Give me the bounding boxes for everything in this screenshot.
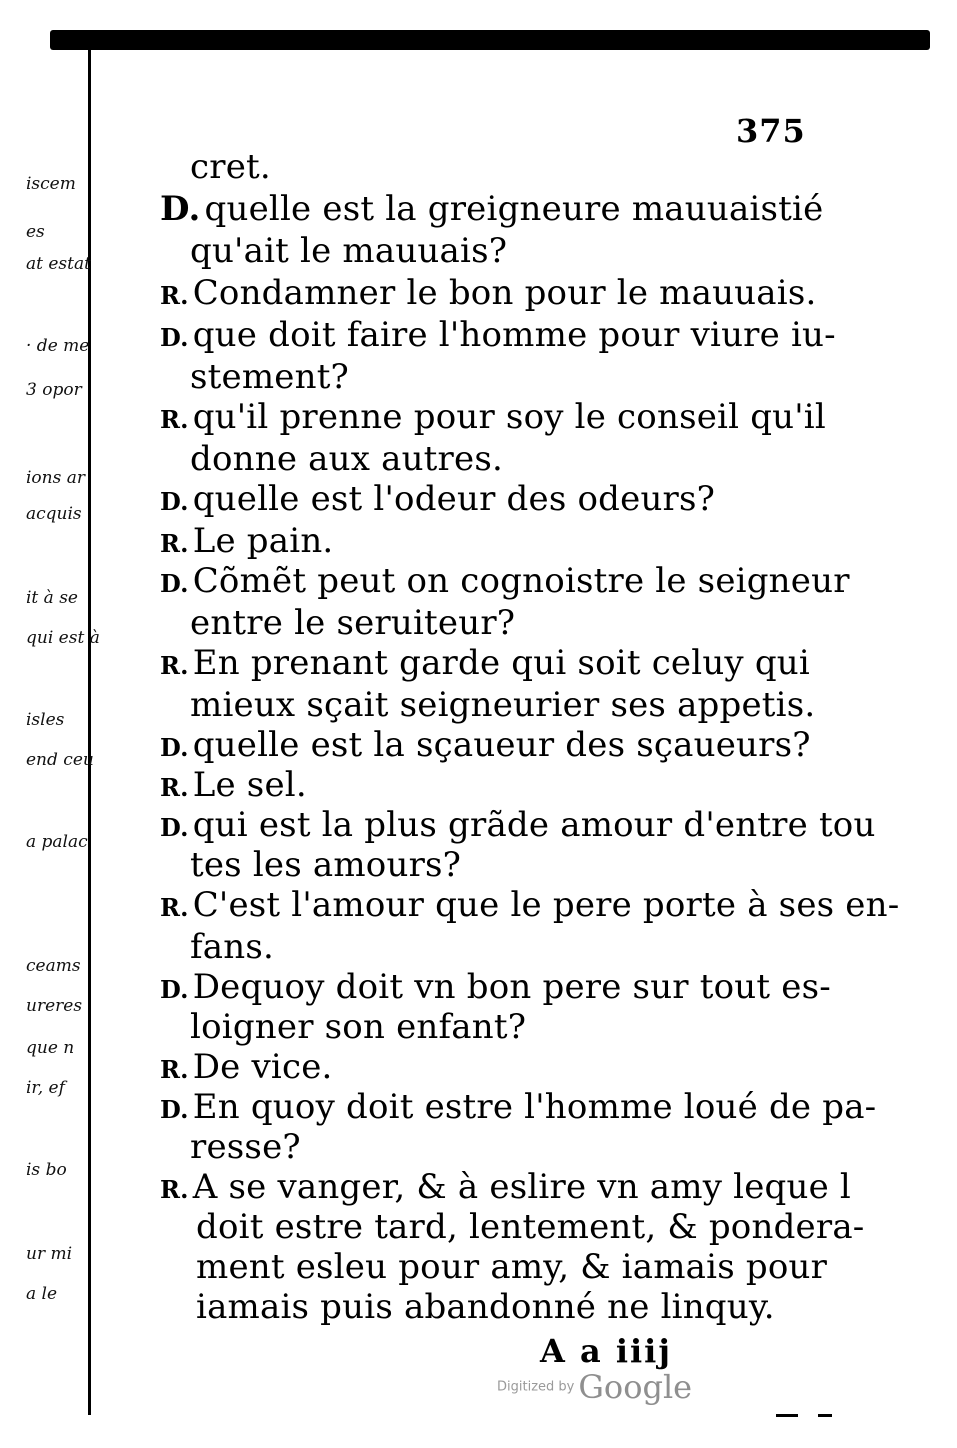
line-text: quelle est la greigneure mauuaistié — [204, 189, 824, 229]
line-text: quelle est l'odeur des odeurs? — [192, 479, 716, 519]
line-text: En quoy doit estre l'homme loué de pa- — [192, 1087, 877, 1127]
margin-fragment: ureres — [26, 996, 83, 1016]
text-line — [160, 315, 836, 355]
line-text: iamais puis abandonné ne linquy. — [196, 1287, 775, 1327]
speaker-marker: R. — [160, 773, 189, 802]
line-text: qu'il prenne pour soy le conseil qu'il — [192, 397, 826, 437]
text-line — [190, 603, 516, 643]
top-border-bar — [50, 30, 930, 50]
text-line — [160, 521, 334, 561]
margin-fragment: ur mi — [26, 1244, 73, 1264]
speaker-marker: R. — [160, 651, 189, 680]
speaker-marker: D. — [160, 323, 189, 352]
text-line — [160, 1087, 877, 1127]
speaker-marker: R. — [160, 1055, 189, 1084]
text-line — [160, 1167, 851, 1207]
line-text: A se vanger, & à eslire vn amy leque l — [192, 1167, 851, 1207]
text-line — [160, 189, 824, 229]
line-text: Cõmẽt peut on cognoistre le seigneur — [192, 561, 850, 601]
margin-fragment: ir, ef — [26, 1078, 65, 1098]
text-line — [190, 685, 816, 725]
margin-fragment: es — [26, 222, 45, 242]
line-text: stement? — [190, 357, 349, 397]
watermark-label: Digitized by — [497, 1379, 575, 1395]
speaker-marker: R. — [160, 893, 189, 922]
line-text: Le pain. — [192, 521, 334, 561]
line-text: loigner son enfant? — [190, 1007, 527, 1047]
line-text: cret. — [190, 147, 271, 187]
text-line — [190, 357, 349, 397]
margin-fragment: a palac — [26, 832, 88, 852]
text-line — [160, 1047, 333, 1087]
speaker-marker: D. — [160, 813, 189, 842]
speaker-marker: D. — [160, 733, 189, 762]
line-text: que doit faire l'homme pour viure iu- — [192, 315, 836, 355]
line-text: entre le seruiteur? — [190, 603, 516, 643]
speaker-marker: R. — [160, 405, 189, 434]
margin-fragment: isles — [26, 710, 65, 730]
text-line — [160, 805, 876, 845]
line-text: Le sel. — [192, 765, 307, 805]
speaker-marker: R. — [160, 281, 189, 310]
text-line — [160, 765, 307, 805]
text-line — [196, 1207, 865, 1247]
margin-fragment: end ceu — [26, 750, 94, 770]
margin-fragment: it à se — [26, 588, 78, 608]
line-text: resse? — [190, 1127, 301, 1167]
text-line — [190, 1007, 527, 1047]
text-line — [160, 273, 817, 313]
text-line — [160, 725, 811, 765]
page-number: 375 — [736, 112, 806, 150]
line-text: mieux sçait seigneurier ses appetis. — [190, 685, 816, 725]
line-text: tes les amours? — [190, 845, 462, 885]
text-line — [160, 397, 826, 437]
digitized-watermark — [497, 1368, 692, 1406]
watermark-brand: Google — [578, 1368, 693, 1406]
line-text: qu'ait le mauuais? — [190, 231, 508, 271]
speaker-marker: D. — [160, 189, 201, 229]
speaker-marker: R. — [160, 529, 189, 558]
text-line — [190, 439, 503, 479]
text-line — [160, 643, 810, 683]
margin-fragment: at estat — [26, 254, 91, 274]
margin-fragment: · de me — [26, 336, 90, 356]
line-text: C'est l'amour que le pere porte à ses en- — [192, 885, 900, 925]
line-text: qui est la plus grãde amour d'entre tou — [192, 805, 876, 845]
speaker-marker: R. — [160, 1175, 189, 1204]
speaker-marker: D. — [160, 1095, 189, 1124]
line-text: donne aux autres. — [190, 439, 503, 479]
line-text: doit estre tard, lentement, & pondera- — [196, 1207, 865, 1247]
margin-fragment: 3 opor — [26, 380, 82, 400]
margin-fragment: qui est à — [26, 628, 100, 648]
margin-fragment: ions ar — [26, 468, 86, 488]
bottom-dash-mark — [818, 1414, 832, 1417]
line-text: quelle est la sçaueur des sçaueurs? — [192, 725, 811, 765]
margin-fragment: ceams — [26, 956, 81, 976]
margin-fragment: acquis — [26, 504, 82, 524]
line-text: Condamner le bon pour le mauuais. — [192, 273, 817, 313]
line-text: En prenant garde qui soit celuy qui — [192, 643, 810, 683]
text-line — [190, 231, 508, 271]
margin-fragment: iscem — [26, 174, 76, 194]
margin-fragment: a le — [26, 1284, 58, 1304]
text-line — [190, 147, 271, 187]
text-line — [196, 1287, 775, 1327]
margin-fragment: que n — [26, 1038, 75, 1058]
text-line — [190, 927, 275, 967]
bottom-dash-mark — [776, 1414, 798, 1417]
text-line — [196, 1247, 828, 1287]
margin-fragment: is bo — [26, 1160, 67, 1180]
text-line — [160, 561, 850, 601]
speaker-marker: D. — [160, 487, 189, 516]
signature-mark: A a iiij — [540, 1332, 672, 1370]
speaker-marker: D. — [160, 975, 189, 1004]
text-line — [190, 845, 462, 885]
line-text: De vice. — [192, 1047, 333, 1087]
binding-spine-line — [88, 45, 91, 1415]
text-line — [190, 1127, 301, 1167]
text-line — [160, 967, 831, 1007]
text-line — [160, 885, 900, 925]
line-text: Dequoy doit vn bon pere sur tout es- — [192, 967, 831, 1007]
text-line — [160, 479, 716, 519]
speaker-marker: D. — [160, 569, 189, 598]
line-text: fans. — [190, 927, 275, 967]
line-text: ment esleu pour amy, & iamais pour — [196, 1247, 828, 1287]
